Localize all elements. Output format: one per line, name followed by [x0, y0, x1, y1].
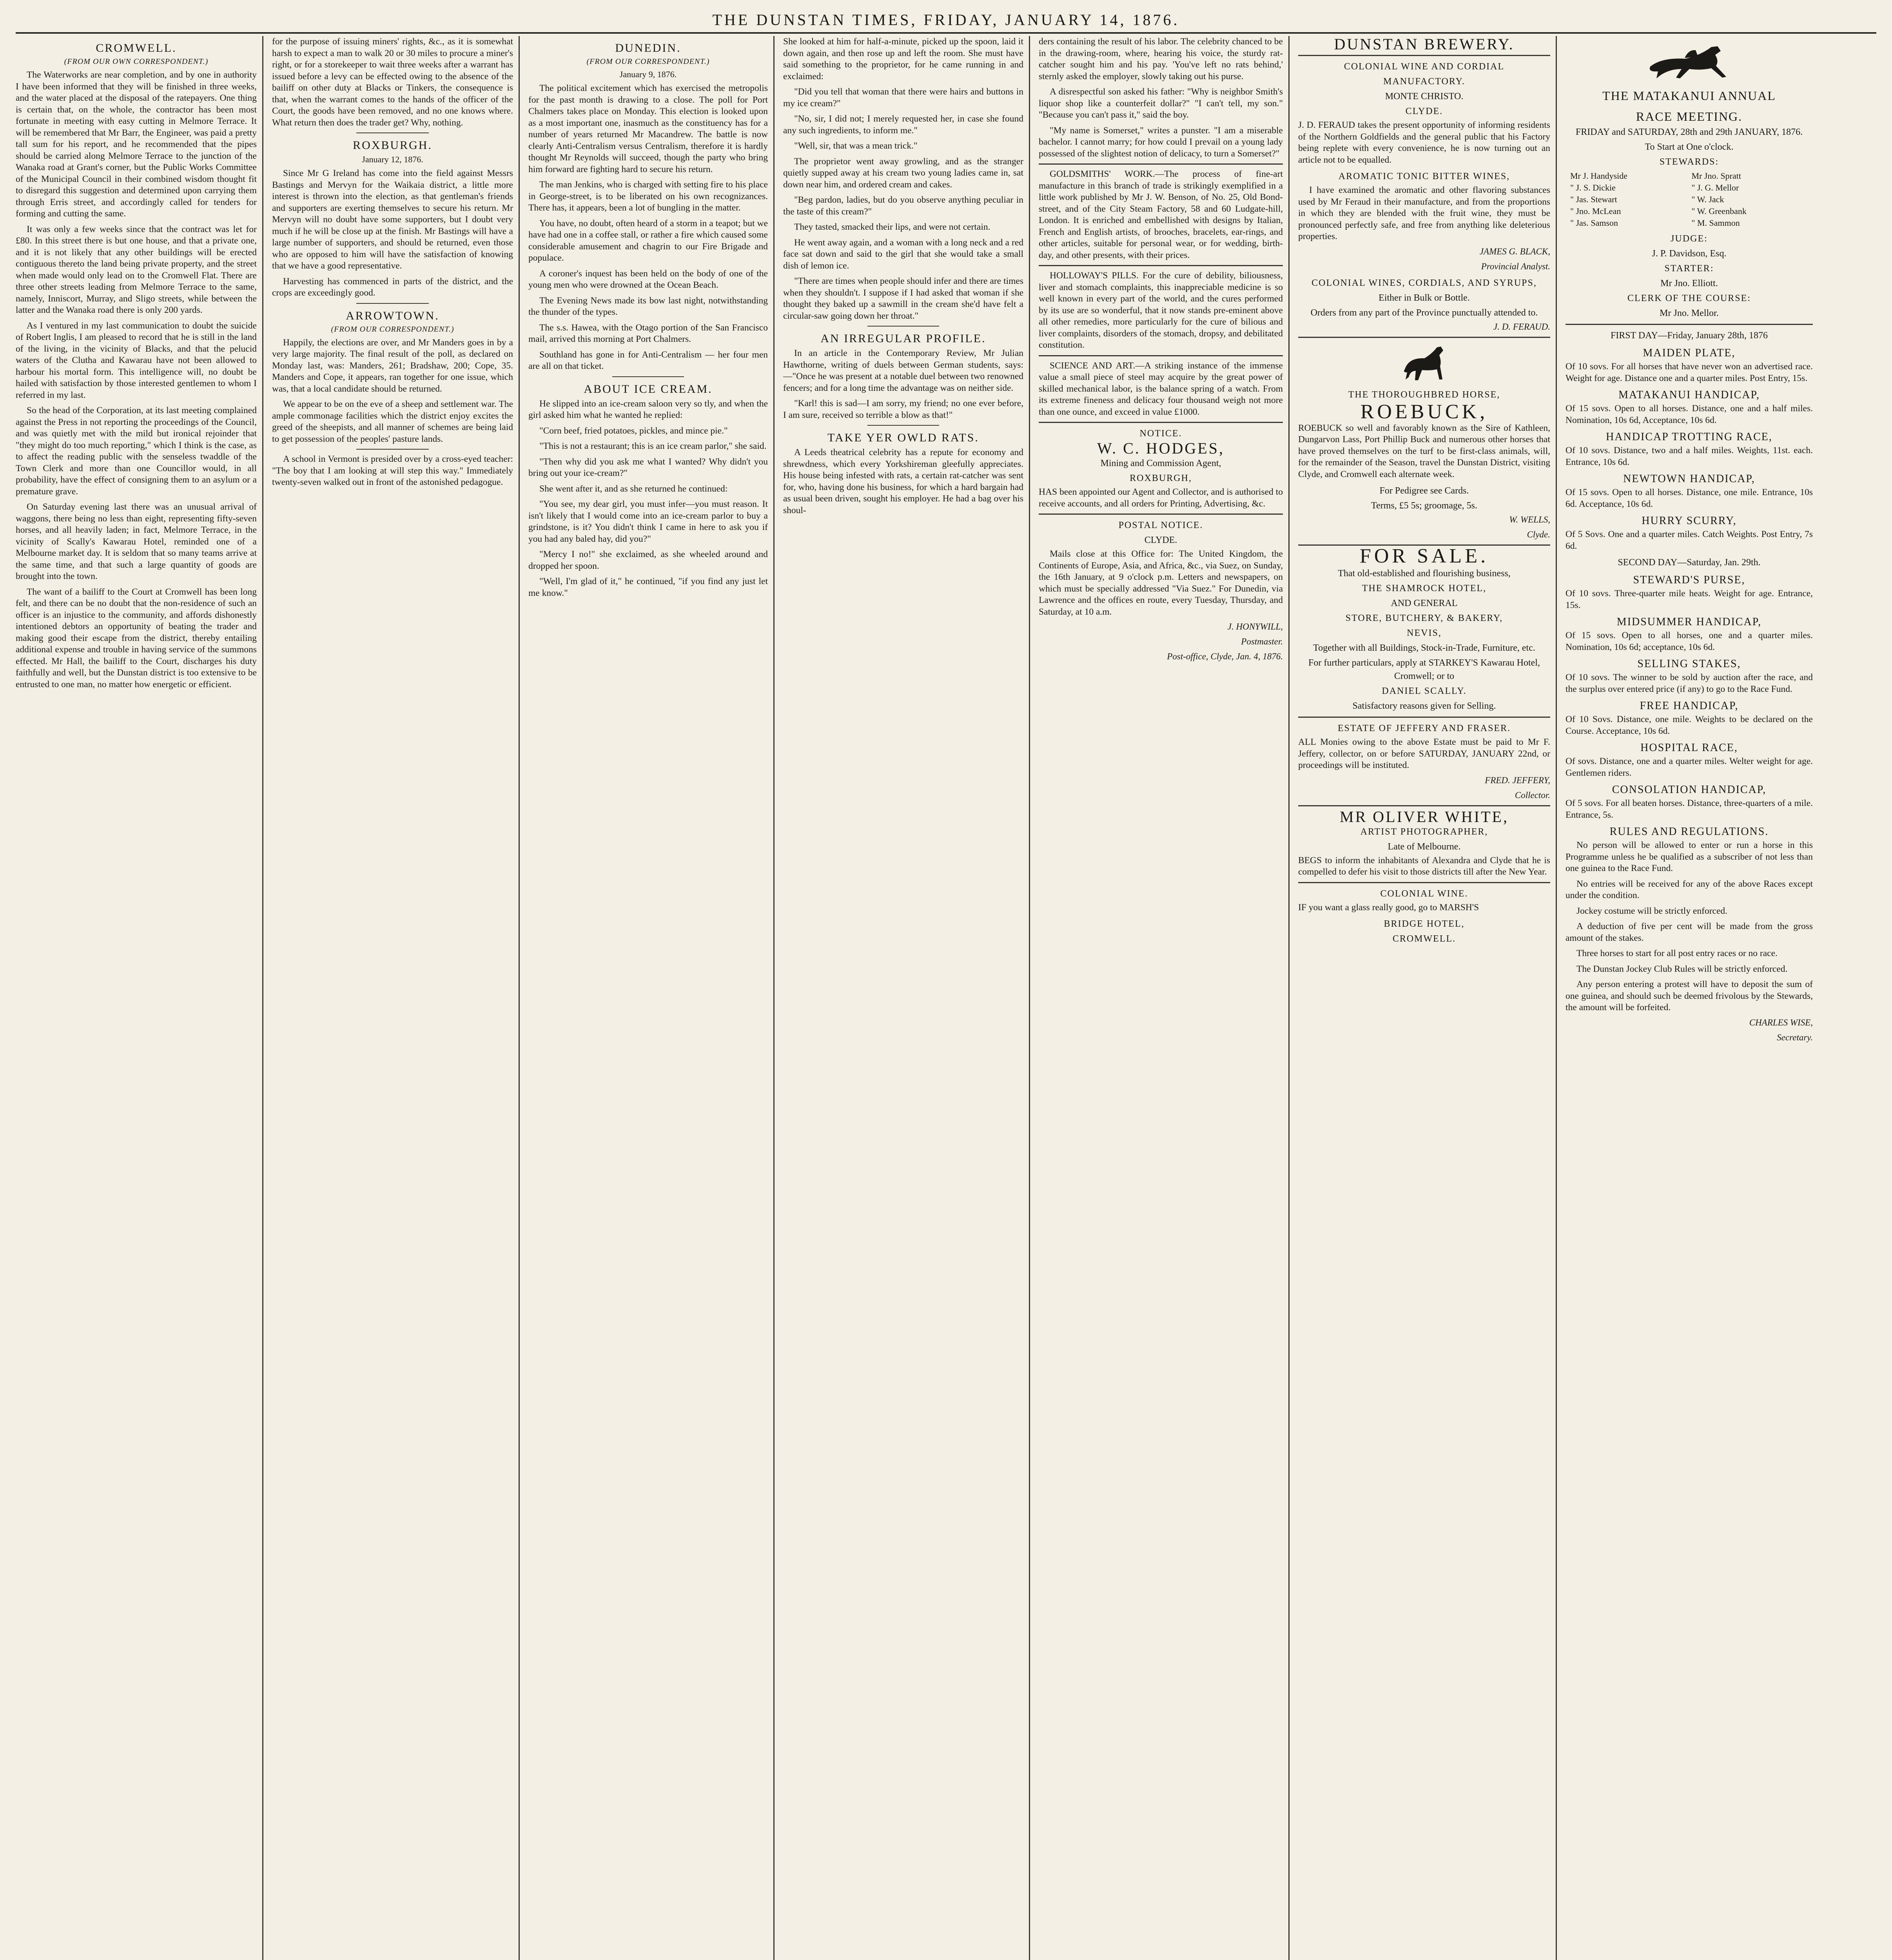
- column-1: [16, 36, 263, 1960]
- horse-heading: THE THOROUGHBRED HORSE,: [1348, 389, 1500, 400]
- hotel-name: THE SHAMROCK HOTEL,: [1362, 583, 1487, 593]
- steward-name: " W. Greenbank: [1691, 206, 1747, 216]
- article-heading-irregular-profile: AN IRREGULAR PROFILE.: [820, 332, 986, 345]
- article-paragraph: Harvesting has commenced in parts of the district, and the crops are exceedingly good.: [272, 276, 513, 298]
- for-sale-heading: FOR SALE.: [1359, 545, 1489, 567]
- race-name: MAIDEN PLATE,: [1643, 347, 1736, 359]
- racehorse-icon: [1642, 39, 1736, 82]
- agent-name: W. C. HODGES,: [1097, 439, 1224, 457]
- steward-name: " J. S. Dickie: [1570, 183, 1616, 192]
- article-paragraph: "Then why did you ask me what I wanted? Why didn't you bring out your ice-cream?": [528, 456, 768, 478]
- steward-name: " W. Jack: [1691, 194, 1724, 204]
- aromatic-wines-heading: AROMATIC TONIC BITTER WINES,: [1338, 171, 1510, 181]
- wines-subheading: Either in Bulk or Bottle.: [1379, 292, 1470, 303]
- article-paragraph: for the purpose of issuing miners' rights, &c., as it is somewhat harsh to expect a man to walk 20 or 30 miles to procure a miner's right, or for a storekeeper to wait three weeks after a warrant has issued before a levy can be effected owing to the absence of the bailiff on other duty at Blacks or Tinkers, the consequence is that, when the warrant comes to the hands of the officer of the Court, the goods have been removed, and no one knows where. What return then does the trader get? Why, nothing.: [272, 36, 513, 128]
- race-conditions: Of 15 sovs. Open to all horses, one and a quarter miles. Nomination, 10s 6d; acceptance, 10s 6d.: [1565, 630, 1813, 652]
- article-paragraph: "Well, I'm glad of it," he continued, "if you find any just let me know.": [528, 576, 768, 598]
- race-conditions: Of 10 sovs. For all horses that have never won an advertised race. Weight for age. Distance one and a quarter miles. Post Entry, 15s.: [1565, 361, 1813, 383]
- notice-heading: NOTICE.: [1139, 428, 1182, 439]
- column-4: [783, 36, 1030, 1960]
- article-paragraph: Since Mr G Ireland has come into the field against Messrs Bastings and Mervyn for the Waikaia district, a little more interest is thrown into the election, as that gentleman's friends and supporters are exerting themselves to secure his return. Mr Mervyn will no doubt have some supporters, but I doubt very much if he will be close up at the finish. Mr Bastings will have a large number of supporters, and should be returned, even those who are opposed to him will have the satisfaction of knowing that we have a good representative.: [272, 168, 513, 271]
- rules-heading: RULES AND REGULATIONS.: [1609, 826, 1769, 838]
- divider: [867, 425, 940, 426]
- bridge-town: CROMWELL.: [1392, 934, 1456, 944]
- masthead: THE DUNSTAN TIMES, FRIDAY, JANUARY 14, 1876.: [16, 7, 1876, 34]
- article-paragraph: The Waterworks are near completion, and by one in authority I have been informed that they will be finished in three weeks, and the water placed at the disposal of the ratepayers. One thing is certain that, on the whole, the contractor has been most fortunate in meeting with easy cutting in Melmore Terrace. It will be remembered that Mr Barr, the Engineer, was paid a pretty tall sum for his report, and he recommended that the pipes should be carried along Melmore Terrace to the junction of the Wanaka road at Grant's corner, but the Public Works Committee of the Municipal Council in their combined wisdom thought fit to disregard this suggestion and determined upon carrying them through Erris street, and accordingly called for tenders for forming and cutting the same.: [16, 70, 257, 219]
- steward-name: " Jno. McLean: [1570, 206, 1621, 216]
- article-paragraph: The political excitement which has exercised the metropolis for the past month is drawing to a close. The poll for Port Chalmers takes place on Monday. This election is looked upon as a most important one, inasmuch as the constituency has for a number of years returned Mr Macandrew. The battle is now clearly Anti-Centralism versus Centralism, therefore it is hardly thought Mr Reynolds will succeed, though the party who bring him forward are fighting hard to secure his return.: [528, 83, 768, 174]
- article-paragraph: "Corn beef, fried potatoes, pickles, and mince pie.": [539, 425, 728, 436]
- bridge-hotel: BRIDGE HOTEL,: [1384, 919, 1465, 929]
- article-paragraph: The s.s. Hawea, with the Otago portion of the San Francisco mail, arrived this morning at Port Chalmers.: [528, 322, 768, 344]
- race-conditions: Of sovs. Distance, one and a quarter miles. Welter weight for age. Gentlemen riders.: [1565, 756, 1813, 778]
- estate-heading: ESTATE OF JEFFERY AND FRASER.: [1337, 723, 1511, 733]
- article-paragraph: A disrespectful son asked his father: "Why is neighbor Smith's liquor shop like a counterfeit dollar?" "I can't tell, my son." "Because you can't pass it," said the boy.: [1039, 87, 1283, 120]
- rule-text: Three horses to start for all post entry races or no race.: [1576, 948, 1778, 958]
- selling-reasons: Satisfactory reasons given for Selling.: [1352, 701, 1496, 711]
- wines-heading: COLONIAL WINES, CORDIALS, AND SYRUPS,: [1312, 278, 1537, 288]
- further-line: For further particulars, apply at STARKEY'S Kawarau Hotel, Cromwell; or to: [1308, 658, 1540, 681]
- postal-town: CLYDE.: [1144, 535, 1177, 545]
- article-heading-dunedin: DUNEDIN.: [615, 42, 681, 54]
- article-heading-arrowtown: ARROWTOWN.: [346, 309, 439, 322]
- wells-town: Clyde.: [1527, 530, 1550, 539]
- article-heading-cromwell: CROMWELL.: [96, 42, 177, 54]
- article-paragraph: The man Jenkins, who is charged with setting fire to his place in George-street, is to be liberated on his own recognizances. There has, it appears, been a lot of bungling in the matter.: [528, 180, 768, 213]
- starter-name: Mr Jno. Elliott.: [1660, 278, 1718, 289]
- race-name: MATAKANUI HANDICAP,: [1618, 389, 1760, 401]
- colonial-wine-heading: COLONIAL WINE.: [1380, 888, 1468, 899]
- general-line: AND GENERAL: [1391, 598, 1458, 608]
- divider: [356, 303, 429, 304]
- agent-town: ROXBURGH,: [1130, 473, 1192, 483]
- colonial-wine-text: IF you want a glass really good, go to MARSH'S: [1298, 902, 1479, 913]
- brewery-town: CLYDE.: [1405, 106, 1443, 116]
- race-name: NEWTOWN HANDICAP,: [1623, 473, 1755, 485]
- article-paragraph: In an article in the Contemporary Review, Mr Julian Hawthorne, writing of duels between German students, says:—"Once he was present at a notable duel between two renowned fencers; and for a long time the advantage was on neither side.: [783, 348, 1023, 393]
- steward-name: " Jas. Samson: [1570, 218, 1618, 228]
- clerk-name: Mr Jno. Mellor.: [1660, 308, 1719, 318]
- analyst-title: Provincial Analyst.: [1481, 261, 1550, 271]
- race-conditions: Of 10 sovs. The winner to be sold by auction after the race, and the surplus over entered price (if any) to go to the Race Fund.: [1565, 672, 1813, 694]
- race-name: HOSPITAL RACE,: [1640, 742, 1738, 754]
- store-line: STORE, BUTCHERY, & BAKERY,: [1345, 613, 1503, 623]
- rule-text: Jockey costume will be strictly enforced.: [1576, 906, 1728, 916]
- article-paragraph: "This is not a restaurant; this is an ice cream parlor," she said.: [539, 441, 767, 451]
- article-paragraph: You have, no doubt, often heard of a storm in a teapot; but we have had one in a coffee stall, or rather a fire which caused some considerable amusement and chagrin to our Fire Brigade and populace.: [528, 218, 768, 263]
- article-paragraph: She looked at him for half-a-minute, picked up the spoon, laid it down again, and then rose up and left the room. She must have said something to the proprietor, for he came running in and exclaimed:: [783, 36, 1023, 82]
- photographer-origin: Late of Melbourne.: [1388, 841, 1461, 852]
- first-day-heading: FIRST DAY—Friday, January 28th, 1876: [1610, 330, 1768, 341]
- race-dates: FRIDAY and SATURDAY, 28th and 29th JANUARY, 1876.: [1575, 127, 1803, 137]
- rule-text: No person will be allowed to enter or run a horse in this Programme unless he be qualified as a subscriber of not less than one guinea to the Race Fund.: [1565, 840, 1813, 873]
- dateline: January 9, 1876.: [619, 69, 677, 79]
- second-day-heading: SECOND DAY—Saturday, Jan. 29th.: [1618, 557, 1761, 568]
- race-name: STEWARD'S PURSE,: [1633, 574, 1745, 586]
- article-paragraph: He went away again, and a woman with a long neck and a red face sat down and said to the girl that she would take a small dish of lemon ice.: [783, 237, 1023, 271]
- steward-name: " Jas. Stewart: [1570, 194, 1617, 204]
- jeffery-title: Collector.: [1515, 790, 1550, 800]
- horse-icon: [1393, 342, 1456, 385]
- race-conditions: Of 10 sovs. Three-quarter mile heats. Weight for age. Entrance, 15s.: [1565, 588, 1813, 610]
- race-name: HURRY SCURRY,: [1642, 515, 1737, 527]
- race-conditions: Of 5 sovs. For all beaten horses. Distance, three-quarters of a mile. Entrance, 5s.: [1565, 798, 1813, 820]
- nevis-line: NEVIS,: [1407, 628, 1442, 638]
- wines-text: Orders from any part of the Province punctually attended to.: [1310, 307, 1538, 318]
- article-heading-owld-rats: TAKE YER OWLD RATS.: [827, 431, 979, 444]
- start-time: To Start at One o'clock.: [1645, 142, 1734, 152]
- columns: [16, 36, 1876, 1960]
- wells-signature: W. WELLS,: [1509, 515, 1550, 524]
- brewery-subheading: COLONIAL WINE AND CORDIAL: [1344, 62, 1505, 72]
- brewery-manufactory: MANUFACTORY.: [1383, 76, 1465, 87]
- correspondent-line: (FROM OUR OWN CORRESPONDENT.): [64, 57, 209, 66]
- race-meeting-title: THE MATAKANUI ANNUAL: [1602, 89, 1776, 103]
- divider: [1039, 163, 1283, 165]
- horse-advert-text: ROEBUCK so well and favorably known as the Sire of Kathleen, Dungarvon Lass, Port Phillip Buck and numerous other horses that have proved themselves on the turf to be first-class animals, will, for the remainder of the Season, travel the Dunstan District, visiting Clyde, and Cromwell each alternate week.: [1298, 423, 1550, 479]
- terms-line: Terms, £5 5s; groomage, 5s.: [1371, 501, 1477, 511]
- stewards-label: STEWARDS:: [1659, 157, 1719, 167]
- article-paragraph: It was only a few weeks since that the contract was let for £80. In this street there is but one house, and that a private one, and it is not likely that any other buildings will be erected contiguous thereto the land being private property, and the street when made would only lead on to the Cromwell Flat. There are three other streets leading from Melmore Terrace to the same, namely, Inniscort, Murray, and Sligo streets, while between the latter and the Wanaka road there is only 200 yards.: [16, 224, 257, 315]
- article-paragraph: The want of a bailiff to the Court at Cromwell has been long felt, and there can be no doubt that the non-residence of such an officer is an injustice to the community, and affords dishonestly intentioned debtors an opportunity of beating the trader and making good their escape from the district, thereby entailing additional expense and trouble in having service of the summons effected. Mr Hall, the bailiff to the Court, discharges his duty faithfully and well, but the Dunstan district is too extensive to be entrusted to one man, no matter how energetic or efficient.: [16, 586, 257, 690]
- pedigree-line: For Pedigree see Cards.: [1379, 486, 1469, 496]
- race-name: FREE HANDICAP,: [1640, 700, 1739, 712]
- article-paragraph: The proprietor went away growling, and as the stranger quietly supped away at his cream two young ladies came in, sat down near him, and ordered cream and cakes.: [783, 156, 1023, 190]
- together-line: Together with all Buildings, Stock-in-Trade, Furniture, etc.: [1313, 643, 1535, 653]
- postal-notice-date: Post-office, Clyde, Jan. 4, 1876.: [1167, 652, 1283, 661]
- article-paragraph: So the head of the Corporation, at its last meeting complained against the Press in not reporting the proceedings of the Council, and was quietly met with the mild but ironical rejoinder that "they might do too much reporting," which I think is the case, as to affect the reading public with the senseless twaddle of the Town Clerk and more than one Councillor would, in all probability, have the effect of consigning them to an asylum or a premature grave.: [16, 405, 257, 497]
- steward-name: " M. Sammon: [1691, 218, 1740, 228]
- photographer-text: BEGS to inform the inhabitants of Alexandra and Clyde that he is compelled to defer his visit to those districts till after the New Year.: [1298, 855, 1550, 877]
- race-conditions: Of 10 sovs. Distance, two and a half miles. Weights, 11st. each. Entrance, 10s 6d.: [1565, 445, 1813, 467]
- article-paragraph: "There are times when people should infer and there are times when they shouldn't. I suppose if I had asked that woman if she thought they baked up a sawmill in the cream she'd have felt a circular-saw going down her throat.": [783, 276, 1023, 321]
- race-meeting-subtitle: RACE MEETING.: [1636, 109, 1743, 123]
- article-paragraph: "Karl! this is sad—I am sorry, my friend; no one ever before, I am sure, received so terrible a blow as that!": [783, 398, 1023, 420]
- analyst-report-text: I have examined the aromatic and other flavoring substances used by Mr Feraud in their manufacture, and from the proportions in which they are blended with the fruit wine, they must be pronounced perfectly safe, and free from anything like deleterious properties.: [1298, 185, 1550, 241]
- article-paragraph: ders containing the result of his labor. The celebrity chanced to be in the drawing-room, where, hearing his voice, the sturdy rat-catcher sought him and his pay. 'You've left no rats behind,' sternly asked the employer, slowly taking out his purse.: [1039, 36, 1283, 82]
- photographer-name: MR OLIVER WHITE,: [1340, 808, 1509, 826]
- article-heading-roxburgh: ROXBURGH.: [353, 139, 432, 152]
- article-paragraph: She went after it, and as she returned he continued:: [539, 483, 728, 494]
- article-paragraph: "My name is Somerset," writes a punster. "I am a miserable bachelor. I cannot marry; for how could I prevail on a young lady possessed of the slightest notion of delicacy, to turn a Somerset?": [1039, 125, 1283, 159]
- article-paragraph: "No, sir, I did not; I merely requested her, in case she found any such ingredients, to inform me.": [783, 114, 1023, 136]
- secretary-signature: CHARLES WISE,: [1749, 1017, 1813, 1027]
- feraud-advert-text: J. D. FERAUD takes the present opportunity of informing residents of the Northern Goldfields and the general public that his Factory being replete with every convenience, he is now turning out an article not to be equalled.: [1298, 120, 1550, 165]
- science-paragraph: SCIENCE AND ART.—A striking instance of the immense value a small piece of steel may acquire by the great power of skilled mechanical labor, is the balance spring of a watch. From its extreme fineness and delicacy four thousand weigh not more than one ounce, and exceed in value £1000.: [1039, 360, 1283, 417]
- rule-text: A deduction of five per cent will be made from the gross amount of the stakes.: [1565, 921, 1813, 943]
- article-heading-ice-cream: ABOUT ICE CREAM.: [584, 382, 713, 396]
- article-paragraph: They tasted, smacked their lips, and were not certain.: [794, 222, 990, 232]
- brewery-location: MONTE CHRISTO.: [1385, 91, 1464, 102]
- sale-text: That old-established and flourishing business,: [1338, 568, 1511, 579]
- postal-notice-text: Mails close at this Office for: The United Kingdom, the Continents of Europe, Asia, and Africa, &c., via Suez, on Sunday, the 16th January, at 9 o'clock p.m. Letters and newspapers, on which must be specially addressed "Via Suez." For Dunedin, via Lawrence and the offices en route, every Tuesday, Thursday, and Saturday, at 10 a.m.: [1039, 549, 1283, 617]
- divider: [356, 449, 429, 450]
- article-paragraph: Happily, the elections are over, and Mr Manders goes in by a very large majority. The final result of the poll, as declared on Monday last, was: Manders, 261; Bradshaw, 200; Cope, 35. Manders and Cope, it appears, ran together for one issue, which was, that a local candidate should be returned.: [272, 337, 513, 394]
- column-5: [1039, 36, 1290, 1960]
- divider: [356, 132, 429, 133]
- column-7: [1565, 36, 1818, 1960]
- agent-title: Mining and Commission Agent,: [1100, 458, 1221, 468]
- jeffery-signature: FRED. JEFFERY,: [1485, 775, 1550, 785]
- analyst-signature: JAMES G. BLACK,: [1479, 246, 1550, 256]
- holloway-paragraph: HOLLOWAY'S PILLS. For the cure of debility, biliousness, liver and stomach complaints, this inappreciable medicine is so well known in every part of the world, and the cures performed by its use are so wonderful, that it now stands pre-eminent above all other remedies, more particularly for the cure of bilious and liver complaints, disorders of the stomach, dropsy, and debilitated constitution.: [1039, 270, 1283, 350]
- race-name: CONSOLATION HANDICAP,: [1612, 784, 1767, 796]
- steward-name: " J. G. Mellor: [1691, 183, 1739, 192]
- article-paragraph: Southland has gone in for Anti-Centralism — her four men are all on that ticket.: [528, 349, 768, 371]
- race-conditions: Of 15 sovs. Open to all horses. Distance, one mile. Entrance, 10s 6d. Acceptance, 10s 6d.: [1565, 487, 1813, 509]
- race-conditions: Of 15 sovs. Open to all horses. Distance, one and a half miles. Nomination, 10s 6d, Acceptance, 10s 6d.: [1565, 403, 1813, 425]
- judge-name: J. P. Davidson, Esq.: [1652, 249, 1727, 259]
- stewards-list: [1565, 170, 1813, 229]
- divider: [1298, 717, 1550, 718]
- divider: [1298, 882, 1550, 883]
- dateline: January 12, 1876.: [362, 154, 423, 164]
- column-2: [272, 36, 520, 1960]
- starter-label: STARTER:: [1664, 263, 1714, 274]
- divider: [867, 326, 940, 327]
- steward-name: Mr J. Handyside: [1570, 171, 1628, 181]
- divider: [1298, 55, 1550, 56]
- column-3: [528, 36, 775, 1960]
- agent-notice-text: HAS been appointed our Agent and Collector, and is authorised to receive accounts, and all orders for Printing, Advertising, &c.: [1039, 487, 1283, 509]
- postmaster-signature: J. HONYWILL,: [1227, 622, 1283, 632]
- article-paragraph: "Mercy I no!" she exclaimed, as she wheeled around and dropped her spoon.: [528, 549, 768, 571]
- rule-text: The Dunstan Jockey Club Rules will be strictly enforced.: [1576, 964, 1788, 974]
- divider: [1039, 265, 1283, 266]
- article-paragraph: A Leeds theatrical celebrity has a repute for economy and shrewdness, which every Yorkshireman gleefully appreciates. His house being infested with rats, a certain rat-catcher was sent for, who, having done his business, for which a hard bargain had as usual been driven, sought his employer. He had a bag over his shoul-: [783, 447, 1023, 515]
- estate-text: ALL Monies owing to the above Estate must be paid to Mr F. Jeffery, collector, on or before SATURDAY, JANUARY 22nd, or proceedings will be instituted.: [1298, 737, 1550, 770]
- postal-notice-heading: POSTAL NOTICE.: [1118, 520, 1203, 530]
- race-name: HANDICAP TROTTING RACE,: [1606, 431, 1772, 443]
- steward-name: Mr Jno. Spratt: [1691, 171, 1741, 181]
- feraud-signature: J. D. FERAUD.: [1493, 321, 1550, 332]
- photographer-title: ARTIST PHOTOGRAPHER,: [1360, 826, 1488, 837]
- divider: [1298, 337, 1550, 338]
- column-6: [1298, 36, 1557, 1960]
- article-paragraph: "Well, sir, that was a mean trick.": [794, 141, 918, 151]
- divider: [1565, 324, 1813, 325]
- article-paragraph: "Did you tell that woman that there were hairs and buttons in my ice cream?": [783, 87, 1023, 109]
- race-name: SELLING STAKES,: [1637, 658, 1741, 670]
- scally-name: DANIEL SCALLY.: [1382, 686, 1467, 696]
- clerk-label: CLERK OF THE COURSE:: [1627, 293, 1751, 303]
- article-paragraph: "Beg pardon, ladies, but do you observe anything peculiar in the taste of this cream?": [783, 195, 1023, 217]
- postmaster-title: Postmaster.: [1241, 637, 1283, 646]
- secretary-title: Secretary.: [1777, 1032, 1813, 1042]
- article-paragraph: A school in Vermont is presided over by a cross-eyed teacher: "The boy that I am looking at will step this way." Immediately twenty-seven walked out in front of the astonished pedagogue.: [272, 454, 513, 487]
- rule-text: Any person entering a protest will have to deposit the sum of one guinea, and should such be deemed frivolous by the Stewards, the amount will be forfeited.: [1565, 979, 1813, 1013]
- correspondent-line: (FROM OUR CORRESPONDENT.): [331, 325, 454, 334]
- article-paragraph: We appear to be on the eve of a sheep and settlement war. The ample commonage facilities which the district enjoy excites the greed of the sheepists, and all manner of schemes are being laid to get possession of the peoples' pasture lands.: [272, 399, 513, 444]
- race-name: MIDSUMMER HANDICAP,: [1616, 616, 1762, 628]
- divider: [1039, 514, 1283, 515]
- brewery-heading: DUNSTAN BREWERY.: [1334, 36, 1515, 53]
- divider: [1039, 355, 1283, 356]
- divider: [1298, 805, 1550, 806]
- race-conditions: Of 5 Sovs. One and a quarter miles. Catch Weights. Post Entry, 7s 6d.: [1565, 529, 1813, 551]
- article-paragraph: A coroner's inquest has been held on the body of one of the young men who were drowned at the Ocean Beach.: [528, 268, 768, 290]
- article-paragraph: On Saturday evening last there was an unusual arrival of waggons, there being no less than eight, representing fifty-seven horses, and all heavily laden; in fact, Melmore Terrace, in the vicinity of Scally's Kawarau Hotel, reminded one of a Melbourne market day. It is seldom that so many teams arrive at the same time, and that such a large quantity of goods are brought into the town.: [16, 502, 257, 581]
- horse-name: ROEBUCK,: [1360, 400, 1488, 423]
- correspondent-line: (FROM OUR CORRESPONDENT.): [586, 57, 710, 66]
- judge-label: JUDGE:: [1671, 234, 1708, 244]
- article-paragraph: The Evening News made its bow last night, notwithstanding the thunder of the types.: [528, 295, 768, 317]
- article-paragraph: He slipped into an ice-cream saloon very so tly, and when the girl asked him what he wanted he replied:: [528, 398, 768, 420]
- divider: [1039, 422, 1283, 423]
- divider: [612, 376, 684, 377]
- article-paragraph: "You see, my dear girl, you must infer—you must reason. It isn't likely that I would come into an ice-cream parlor to buy a grindstone, is it? You didn't think I came in here to ask you if you had any baled hay, did you?": [528, 499, 768, 544]
- goldsmiths-paragraph: GOLDSMITHS' WORK.—The process of fine-art manufacture in this branch of trade is strikingly exemplified in a little work published by Mr J. W. Benson, of No. 25, Old Bond-street, and of the City Steam Factory, 58 and 60 Ludgate-hill, London. It is enriched and embellished with designs by Italian, French and English artists, of brooches, bracelets, ear-rings, and other articles, suitable for personal wear, or for wedding, birth-day, and other presents, with their prices.: [1039, 169, 1283, 260]
- race-conditions: Of 10 Sovs. Distance, one mile. Weights to be declared on the Course. Acceptance, 10s 6d.: [1565, 714, 1813, 736]
- rule-text: No entries will be received for any of the above Races except under the condition.: [1565, 878, 1813, 900]
- article-paragraph: As I ventured in my last communication to doubt the suicide of Robert Inglis, I am pleased to record that he is still in the land of the living, in the vicinity of Blacks, and that the pelucid waters of the Clutha and Kawarau have not been allowed to harbour his mortal form. This intelligence will, no doubt be hailed with satisfaction by those interested gentlemen to whom I referred in my last.: [16, 320, 257, 400]
